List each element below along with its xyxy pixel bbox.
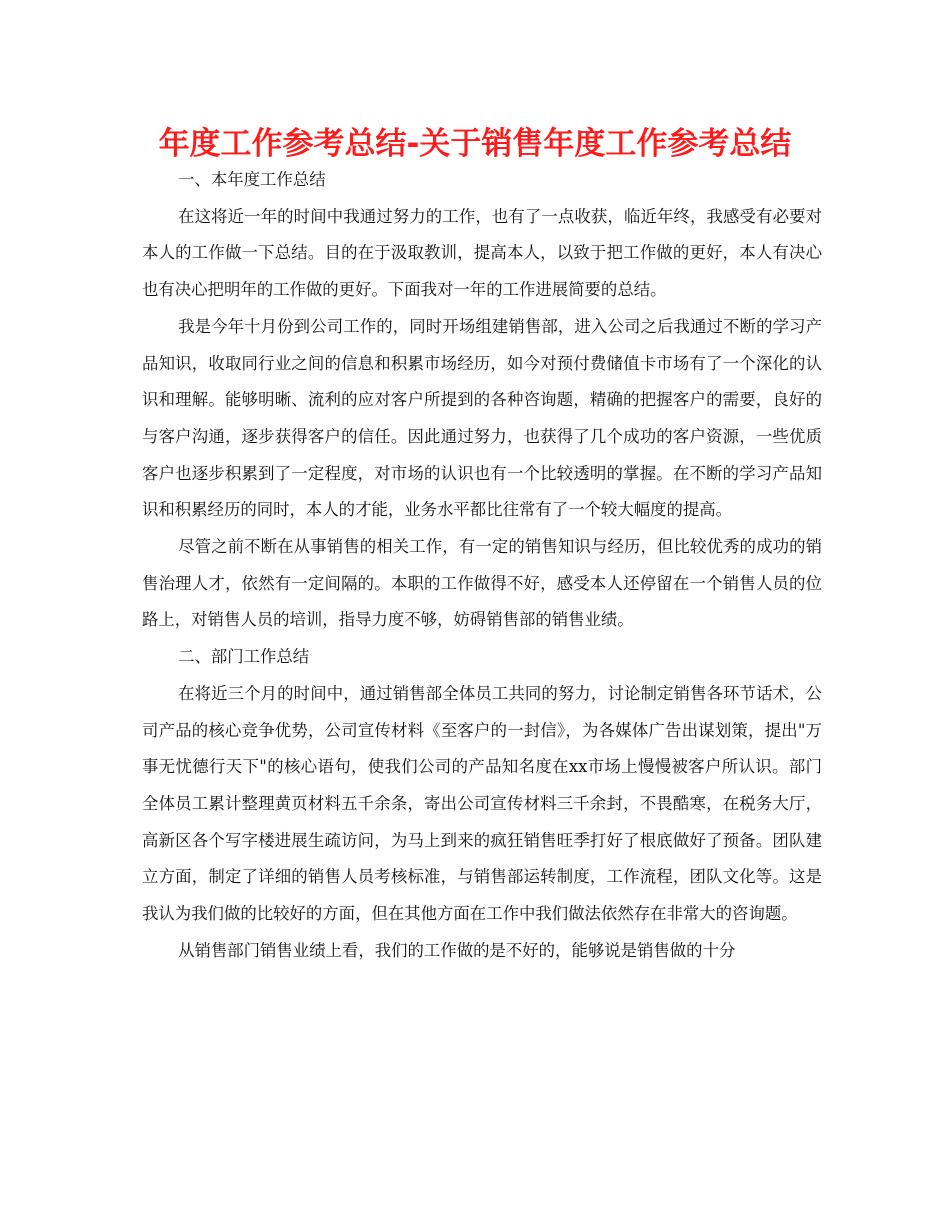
section-heading-department-summary: 二、部门工作总结: [178, 647, 310, 667]
document-body: [142, 162, 822, 969]
paragraph-sales-performance: 从销售部门销售业绩上看，我们的工作做的是不好的，能够说是销售做的十分: [178, 940, 736, 960]
paragraph-personal-progress: 我是今年十月份到公司工作的，同时开场组建销售部，进入公司之后我通过不断的学习产品知识，收取同行业之间的信息和积累市场经历，如今对预付费储值卡市场有了一个深化的认识和理解。能够明晰、流利的应对客户所提到的各种咨询题，精确的把握客户的需要，良好的与客户沟通，逐步获得客户的信任。因此通过努力，也获得了几个成功的客户资源，一些优质客户也逐步积累到了一定程度，对市场的认识也有一个比较透明的掌握。在不断的学习产品知识和积累经历的同时，本人的才能，业务水平都比往常有了一个较大幅度的提高。: [142, 316, 822, 520]
paragraph-shortcomings: 尽管之前不断在从事销售的相关工作，有一定的销售知识与经历，但比较优秀的成功的销售治理人才，依然有一定间隔的。本职的工作做得不好，感受本人还停留在一个销售人员的位路上，对销售人员的培训，指导力度不够，妨碍销售部的销售业绩。: [142, 537, 822, 630]
paragraph-department-work: 在将近三个月的时间中，通过销售部全体员工共同的努力，讨论制定销售各环节话术，公司产品的核心竞争优势，公司宣传材料《至客户的一封信》，为各媒体广告出谋划策，提出"万事无忧德行天下"的核心语句，使我们公司的产品知名度在xx市场上慢慢被客户所认识。部门全体员工累计整理黄页材料五千余条，寄出公司宣传材料三千余封，不畏酷寒，在税务大厅，高新区各个写字楼进展生疏访问，为马上到来的疯狂销售旺季打好了根底做好了预备。团队建立方面，制定了详细的销售人员考核标准，与销售部运转制度，工作流程，团队文化等。这是我认为我们做的比较好的方面，但在其他方面在工作中我们做法依然存在非常大的咨询题。: [142, 683, 822, 924]
paragraph-intro: 在这将近一年的时间中我通过努力的工作，也有了一点收获，临近年终，我感受有必要对本人的工作做一下总结。目的在于汲取教训，提高本人，以致于把工作做的更好，本人有决心也有决心把明年的工作做的更好。下面我对一年的工作进展简要的总结。: [142, 206, 822, 300]
section-heading-annual-summary: 一、本年度工作总结: [178, 170, 326, 189]
document-title: 年度工作参考总结-关于销售年度工作参考总结: [158, 126, 792, 162]
